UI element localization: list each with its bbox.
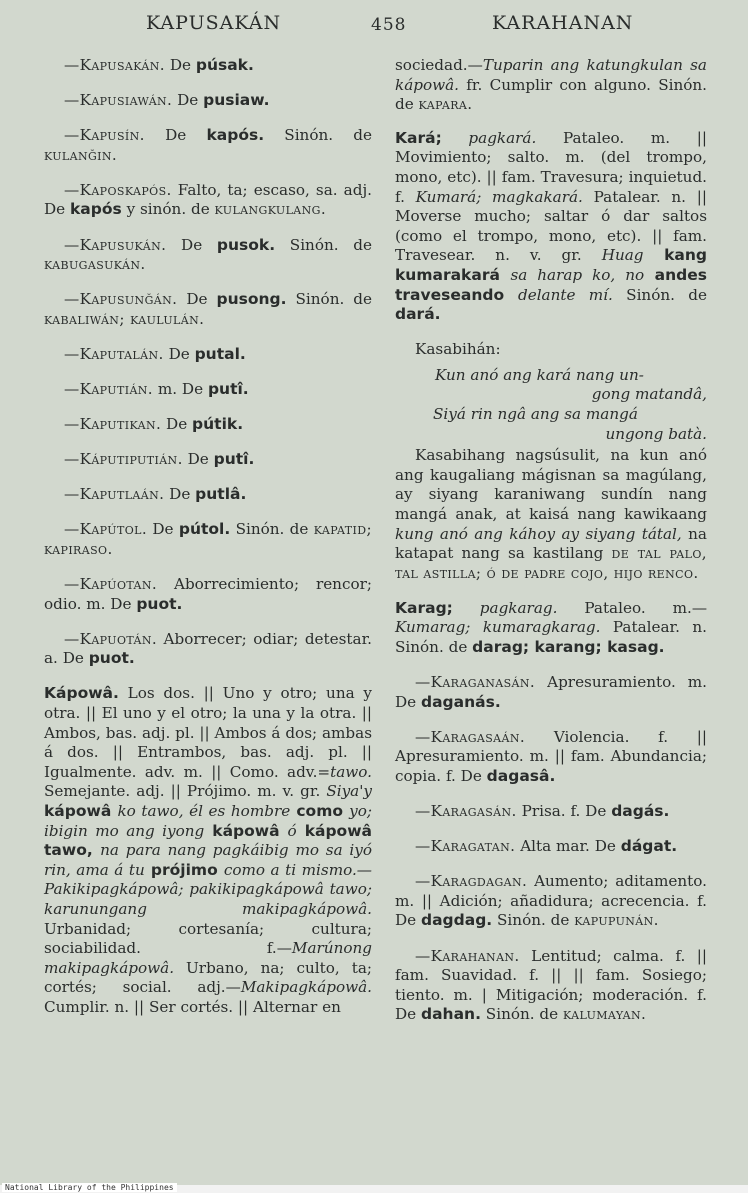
proverb-block: [395, 340, 707, 583]
headword: putlâ.: [195, 485, 247, 504]
dictionary-entry: —Kaputián. m. De putî.: [64, 380, 249, 399]
dictionary-entry: —Kapuotán. Aborrecer; odiar; detestar. a. De puot.: [44, 629, 372, 668]
headword: puot.: [136, 594, 183, 613]
headword: dagasâ.: [486, 767, 556, 785]
headword: pusok.: [216, 235, 276, 254]
dictionary-entry: —Kapútol. De pútol. Sinón. de kapatid; kapiraso.: [44, 520, 372, 558]
page-header: [0, 10, 748, 40]
dictionary-entry: —Káputiputián. De putî.: [64, 450, 255, 469]
proverb-verse: Kun anó ang kará nang un- gong matandâ, Siyá rin ngâ ang sa mangá ungong batà.: [433, 365, 707, 443]
entry-continuation: sociedad.—Tuparin ang katungkulan sa kápowâ. fr. Cumplir con alguno. Sinón. de kapara.: [395, 56, 707, 114]
dictionary-entry: —Kapúotan. Aborrecimiento; rencor; odio. m. De puot.: [44, 575, 372, 613]
dictionary-entry: —Kapusín. De kapós. Sinón. de kulanğin.: [44, 126, 372, 164]
scan-credit: National Library of the Philippines: [2, 1183, 177, 1192]
dictionary-entry: —Karagasán. Prisa. f. De dagás.: [415, 802, 670, 821]
proverb-label: Kasabihán:: [415, 340, 501, 359]
dictionary-entry: —Karagatan. Alta mar. De dágat.: [415, 837, 678, 856]
header-right-guideword: KARAHANAN: [492, 12, 634, 34]
dictionary-entry: —Karahanan. Lentitud; calma. f. || fam. Suavidad. f. || || fam. Sosiego; tiento. m. | Mitigación; moderación. f. De dahan. Sinón. de kalumayan.: [395, 946, 707, 1024]
left-column: [44, 56, 372, 1033]
headword: Karag;: [395, 598, 453, 617]
right-column: [395, 56, 707, 1040]
dictionary-entry: —Kapusunğán. De pusong. Sinón. de kabaliwán; kaululán.: [44, 290, 372, 328]
page-number: 458: [371, 15, 407, 35]
dictionary-entry: —Kaputlaán. De putlâ.: [64, 485, 247, 504]
headword: putî.: [213, 450, 255, 469]
dictionary-entry: —Kapusukán. De pusok. Sinón. de kabugasukán.: [44, 235, 372, 274]
headword: pútol.: [178, 520, 231, 539]
right-entries: [395, 673, 707, 1025]
dictionary-entry: —Kapusakán. De púsak.: [64, 56, 254, 74]
headword: Kará;: [395, 128, 442, 147]
dictionary-entry: —Kaputikan. De pútik.: [64, 415, 244, 434]
headword: kapós: [70, 200, 122, 219]
dictionary-entry: —Kaposkapós. Falto, ta; escaso, sa. adj. De kapós y sinón. de kulangkulang.: [44, 180, 372, 219]
headword: dagás.: [611, 802, 670, 821]
headword: pusiaw.: [203, 91, 270, 110]
dictionary-entry: —Karagasaán. Violencia. f. || Apresuramiento. m. || fam. Abundancia; copia. f. De dagasâ.: [395, 727, 707, 785]
headword: dagdag.: [421, 911, 493, 930]
headword: púsak.: [195, 56, 254, 74]
headword: dágat.: [620, 837, 678, 856]
left-entries: [44, 56, 372, 669]
header-left-guideword: KAPUSAKÁN: [146, 12, 282, 34]
headword: putî.: [207, 380, 249, 399]
entry-karag: Karag; pagkarag. Pataleo. m.—Kumarag; kumaragkarag. Patalear. n. Sinón. de darag; karang; kasag.: [395, 598, 708, 657]
entry-kapowa: Kápowâ. Los dos. || Uno y otro; una y otra. || El uno y el otro; la una y la otra. || Ambos, bas. adj. pl. || Ambos á dos; ambas á dos. || Entrambos, bas. adj. pl. || Igualmente. adv. m. || Como. adv.=tawo. Semejante. adj. || Prójimo. m. v. gr. Siya'y kápowâ ko tawo, él es hombre como yo; ibigin mo ang iyong kápowâ ó kápowâ tawo, na para nang pagkáibig mo sa iyó rin, ama á tu prójimo como a ti mismo.—Pakikipagkápowâ; pakikipagkápowâ tawo; karunungang makipagkápowâ. Urbanidad; cortesanía; cultura; sociabilidad. f.—Marúnong makipagkápowâ. Urbano, na; culto, ta; cortés; social. adj.—Makipagkápowâ. Cumplir. n. || Ser cortés. || Alternar en: [44, 684, 373, 1016]
headword: pútik.: [192, 415, 244, 434]
entry-kara: Kará; pagkará. Pataleo. m. || Movimiento; salto. m. (del trompo, mono, etc). || fam. Travesura; inquietud. f. Kumará; magkakará. Patalear. n. || Moverse mucho; saltar ó dar saltos (como el trompo, mono, etc). || fam. Travesear. n. v. gr. Huag kang kumarakará sa harap ko, no andes traveseando delante mí. Sinón. de dará.: [395, 128, 707, 324]
headword: pusong.: [216, 290, 287, 309]
dictionary-entry: —Kapusiawán. De pusiaw.: [64, 91, 270, 110]
dictionary-entry: —Karaganasán. Apresuramiento. m. De daganás.: [395, 673, 707, 711]
headword: putal.: [194, 344, 246, 363]
dictionary-entry: —Karagdagan. Aumento; aditamento. m. || Adición; añadidura; acrecencia. f. De dagdag. Sinón. de kapupunán.: [395, 872, 707, 930]
headword: puot.: [88, 649, 135, 668]
headword: dahan.: [421, 1005, 481, 1024]
proverb-explanation: Kasabihang nagsúsulit, na kun anó ang kaugaliang mágisnan sa magúlang, ay siyang karaniwang sundín nang mangá anak, at kaisá nang kawikaang kung anó ang káhoy ay siyang tátal, na katapat nang sa kastilang de tal palo, tal astilla; ó de padre cojo, hijo renco.: [395, 446, 707, 582]
headword: kapós.: [206, 126, 265, 145]
dictionary-entry: —Kaputalán. De putal.: [64, 344, 246, 363]
headword: daganás.: [421, 692, 501, 711]
headword: Kápowâ.: [44, 684, 119, 703]
